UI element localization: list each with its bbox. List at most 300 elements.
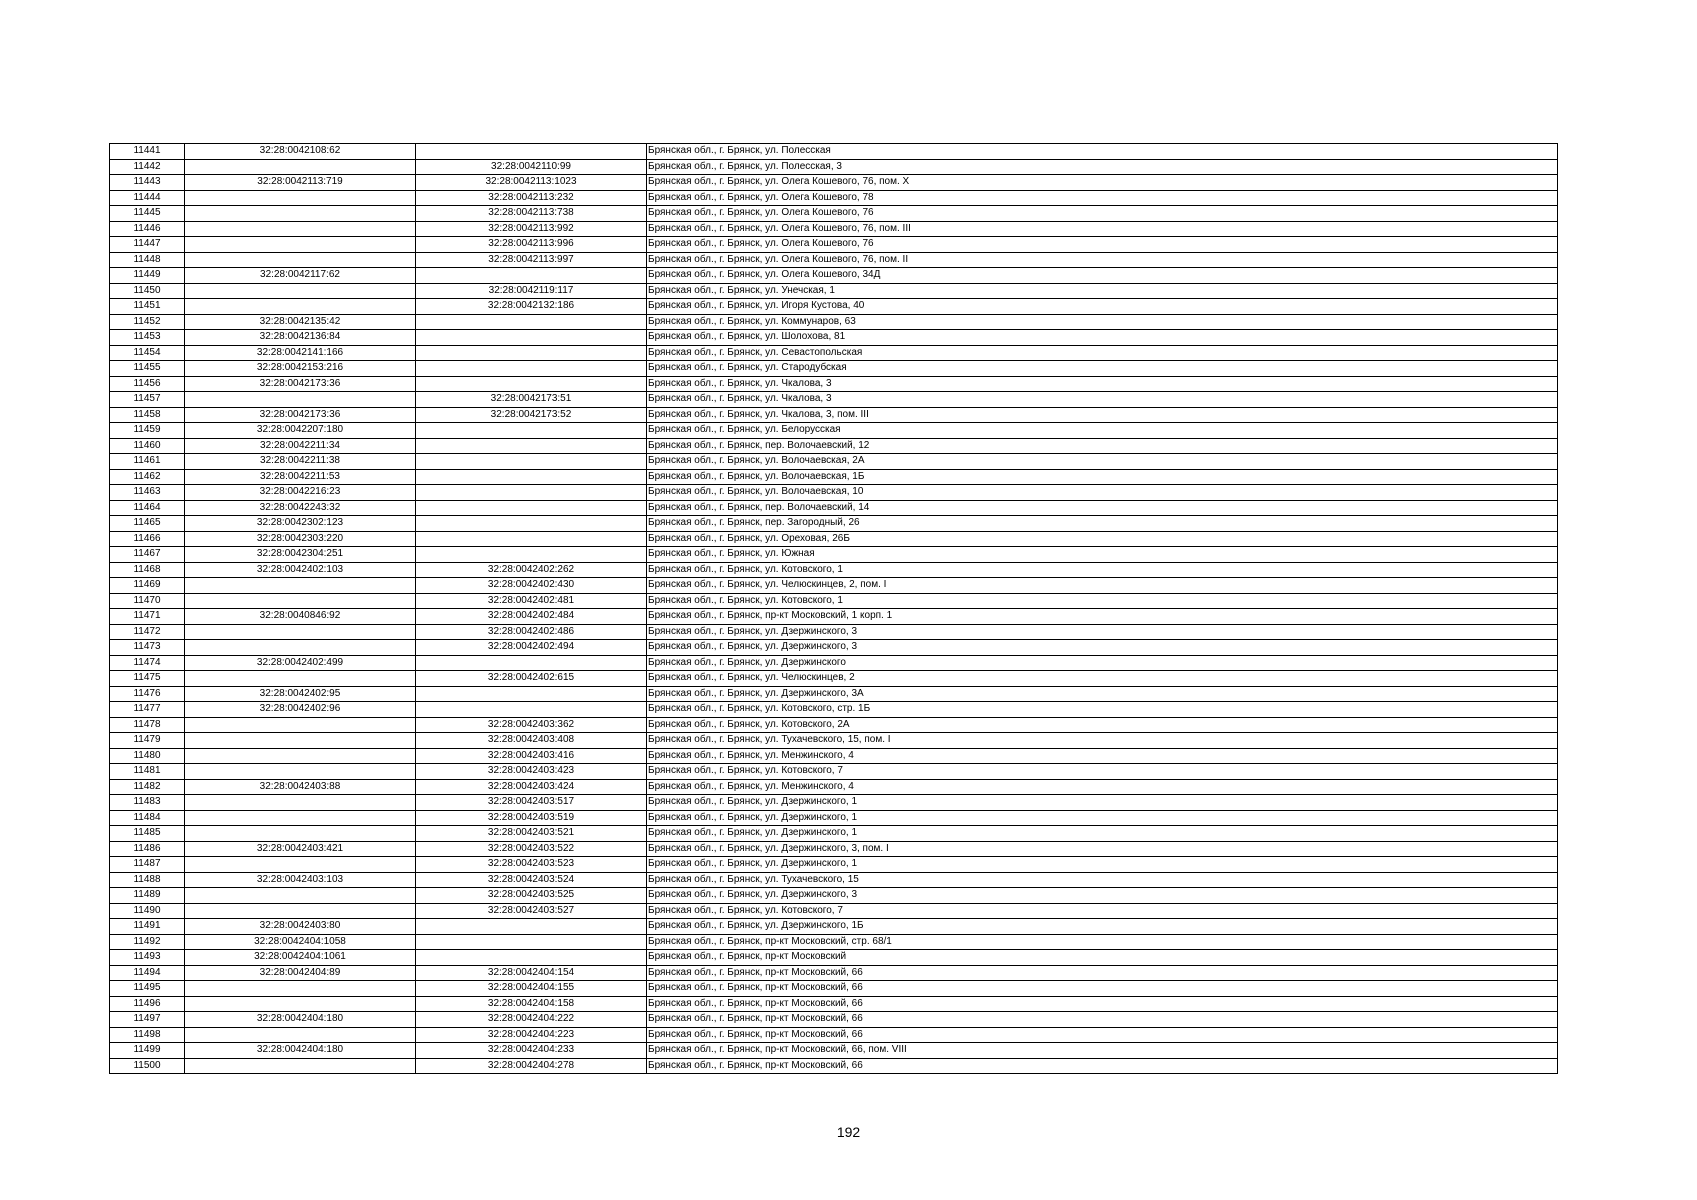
table-row	[110, 1012, 1558, 1028]
building-number-cell: 32:28:0042404:155	[416, 981, 647, 997]
row-number-cell: 11482	[110, 779, 185, 795]
parcel-number-cell: 32:28:0042404:89	[185, 965, 416, 981]
row-number-cell: 11500	[110, 1058, 185, 1074]
parcel-number-cell: 32:28:0042173:36	[185, 376, 416, 392]
parcel-number-cell	[185, 624, 416, 640]
table-row	[110, 159, 1558, 175]
parcel-number-cell: 32:28:0042402:103	[185, 562, 416, 578]
building-number-cell: 32:28:0042403:416	[416, 748, 647, 764]
row-number-cell: 11492	[110, 934, 185, 950]
table-row	[110, 485, 1558, 501]
parcel-number-cell	[185, 252, 416, 268]
table-row	[110, 919, 1558, 935]
building-number-cell	[416, 268, 647, 284]
row-number-cell: 11475	[110, 671, 185, 687]
row-number-cell: 11464	[110, 500, 185, 516]
parcel-number-cell: 32:28:0042403:80	[185, 919, 416, 935]
address-cell: Брянская обл., г. Брянск, пр-кт Московский, 66	[647, 1058, 1558, 1074]
parcel-number-cell: 32:28:0042404:1061	[185, 950, 416, 966]
parcel-number-cell	[185, 888, 416, 904]
parcel-number-cell	[185, 795, 416, 811]
address-cell: Брянская обл., г. Брянск, пр-кт Московский, 66	[647, 996, 1558, 1012]
row-number-cell: 11495	[110, 981, 185, 997]
parcel-number-cell	[185, 283, 416, 299]
address-cell: Брянская обл., г. Брянск, ул. Челюскинцев, 2	[647, 671, 1558, 687]
row-number-cell: 11494	[110, 965, 185, 981]
table-row	[110, 283, 1558, 299]
building-number-cell: 32:28:0042403:424	[416, 779, 647, 795]
address-cell: Брянская обл., г. Брянск, ул. Стародубская	[647, 361, 1558, 377]
row-number-cell: 11499	[110, 1043, 185, 1059]
building-number-cell	[416, 531, 647, 547]
parcel-number-cell: 32:28:0042404:180	[185, 1043, 416, 1059]
row-number-cell: 11488	[110, 872, 185, 888]
table-row	[110, 407, 1558, 423]
row-number-cell: 11458	[110, 407, 185, 423]
row-number-cell: 11479	[110, 733, 185, 749]
address-cell: Брянская обл., г. Брянск, ул. Дзержинского, 1Б	[647, 919, 1558, 935]
address-cell: Брянская обл., г. Брянск, пр-кт Московский, стр. 68/1	[647, 934, 1558, 950]
parcel-number-cell	[185, 717, 416, 733]
parcel-number-cell: 32:28:0042402:499	[185, 655, 416, 671]
building-number-cell	[416, 314, 647, 330]
building-number-cell: 32:28:0042403:519	[416, 810, 647, 826]
table-row	[110, 376, 1558, 392]
row-number-cell: 11459	[110, 423, 185, 439]
row-number-cell: 11460	[110, 438, 185, 454]
parcel-number-cell: 32:28:0042404:1058	[185, 934, 416, 950]
address-cell: Брянская обл., г. Брянск, ул. Чкалова, 3	[647, 376, 1558, 392]
table-row	[110, 438, 1558, 454]
address-cell: Брянская обл., г. Брянск, ул. Чкалова, 3	[647, 392, 1558, 408]
building-number-cell: 32:28:0042110:99	[416, 159, 647, 175]
building-number-cell: 32:28:0042402:494	[416, 640, 647, 656]
address-cell: Брянская обл., г. Брянск, ул. Тухачевского, 15	[647, 872, 1558, 888]
building-number-cell	[416, 376, 647, 392]
parcel-number-cell	[185, 593, 416, 609]
table-row	[110, 872, 1558, 888]
table-row	[110, 361, 1558, 377]
row-number-cell: 11491	[110, 919, 185, 935]
table-row	[110, 1043, 1558, 1059]
parcel-number-cell	[185, 640, 416, 656]
building-number-cell: 32:28:0042113:996	[416, 237, 647, 253]
parcel-number-cell: 32:28:0042211:34	[185, 438, 416, 454]
row-number-cell: 11477	[110, 702, 185, 718]
building-number-cell: 32:28:0042119:117	[416, 283, 647, 299]
table-row	[110, 996, 1558, 1012]
building-number-cell: 32:28:0042402:615	[416, 671, 647, 687]
parcel-number-cell	[185, 159, 416, 175]
address-cell: Брянская обл., г. Брянск, ул. Дзержинского, 1	[647, 826, 1558, 842]
address-cell: Брянская обл., г. Брянск, ул. Дзержинского, 3	[647, 624, 1558, 640]
building-number-cell: 32:28:0042402:481	[416, 593, 647, 609]
address-cell: Брянская обл., г. Брянск, ул. Котовского, 1	[647, 562, 1558, 578]
address-cell: Брянская обл., г. Брянск, ул. Дзержинского, 1	[647, 857, 1558, 873]
address-cell: Брянская обл., г. Брянск, ул. Дзержинского	[647, 655, 1558, 671]
building-number-cell: 32:28:0042403:525	[416, 888, 647, 904]
building-number-cell	[416, 454, 647, 470]
row-number-cell: 11476	[110, 686, 185, 702]
row-number-cell: 11448	[110, 252, 185, 268]
row-number-cell: 11457	[110, 392, 185, 408]
building-number-cell: 32:28:0042404:278	[416, 1058, 647, 1074]
parcel-number-cell: 32:28:0042211:53	[185, 469, 416, 485]
table-row	[110, 733, 1558, 749]
building-number-cell: 32:28:0042404:154	[416, 965, 647, 981]
address-cell: Брянская обл., г. Брянск, ул. Чкалова, 3, пом. III	[647, 407, 1558, 423]
building-number-cell	[416, 423, 647, 439]
address-cell: Брянская обл., г. Брянск, пр-кт Московский, 1 корп. 1	[647, 609, 1558, 625]
address-cell: Брянская обл., г. Брянск, ул. Игоря Кустова, 40	[647, 299, 1558, 315]
row-number-cell: 11485	[110, 826, 185, 842]
parcel-number-cell	[185, 826, 416, 842]
address-cell: Брянская обл., г. Брянск, ул. Севастопольская	[647, 345, 1558, 361]
page-number: 192	[836, 1124, 861, 1140]
address-cell: Брянская обл., г. Брянск, пр-кт Московский, 66, пом. VIII	[647, 1043, 1558, 1059]
parcel-number-cell	[185, 221, 416, 237]
parcel-number-cell: 32:28:0042211:38	[185, 454, 416, 470]
address-cell: Брянская обл., г. Брянск, ул. Полесская, 3	[647, 159, 1558, 175]
table-row	[110, 950, 1558, 966]
parcel-number-cell	[185, 190, 416, 206]
parcel-number-cell	[185, 748, 416, 764]
address-cell: Брянская обл., г. Брянск, ул. Волочаевская, 2А	[647, 454, 1558, 470]
parcel-number-cell	[185, 903, 416, 919]
building-number-cell	[416, 500, 647, 516]
row-number-cell: 11462	[110, 469, 185, 485]
parcel-number-cell	[185, 764, 416, 780]
building-number-cell: 32:28:0042113:738	[416, 206, 647, 222]
parcel-number-cell: 32:28:0042404:180	[185, 1012, 416, 1028]
building-number-cell: 32:28:0042113:992	[416, 221, 647, 237]
row-number-cell: 11481	[110, 764, 185, 780]
address-cell: Брянская обл., г. Брянск, ул. Дзержинского, 3	[647, 888, 1558, 904]
table-row	[110, 500, 1558, 516]
table-row	[110, 748, 1558, 764]
address-cell: Брянская обл., г. Брянск, ул. Дзержинского, 1	[647, 795, 1558, 811]
address-cell: Брянская обл., г. Брянск, ул. Челюскинцев, 2, пом. I	[647, 578, 1558, 594]
address-cell: Брянская обл., г. Брянск, ул. Котовского, 7	[647, 764, 1558, 780]
row-number-cell: 11441	[110, 144, 185, 160]
building-number-cell	[416, 330, 647, 346]
row-number-cell: 11496	[110, 996, 185, 1012]
building-number-cell: 32:28:0042132:186	[416, 299, 647, 315]
building-number-cell: 32:28:0042403:523	[416, 857, 647, 873]
row-number-cell: 11493	[110, 950, 185, 966]
row-number-cell: 11456	[110, 376, 185, 392]
address-cell: Брянская обл., г. Брянск, ул. Дзержинского, 1	[647, 810, 1558, 826]
table-row	[110, 640, 1558, 656]
building-number-cell	[416, 485, 647, 501]
building-number-cell: 32:28:0042402:486	[416, 624, 647, 640]
building-number-cell	[416, 919, 647, 935]
table-row	[110, 547, 1558, 563]
address-cell: Брянская обл., г. Брянск, ул. Менжинского, 4	[647, 779, 1558, 795]
table-row	[110, 903, 1558, 919]
building-number-cell: 32:28:0042402:262	[416, 562, 647, 578]
row-number-cell: 11467	[110, 547, 185, 563]
row-number-cell: 11451	[110, 299, 185, 315]
address-cell: Брянская обл., г. Брянск, ул. Белорусская	[647, 423, 1558, 439]
table-row	[110, 221, 1558, 237]
address-cell: Брянская обл., г. Брянск, ул. Котовского, стр. 1Б	[647, 702, 1558, 718]
building-number-cell: 32:28:0042173:51	[416, 392, 647, 408]
address-cell: Брянская обл., г. Брянск, пер. Волочаевский, 12	[647, 438, 1558, 454]
row-number-cell: 11455	[110, 361, 185, 377]
table-row	[110, 206, 1558, 222]
building-number-cell: 32:28:0042402:430	[416, 578, 647, 594]
address-cell: Брянская обл., г. Брянск, ул. Олега Кошевого, 78	[647, 190, 1558, 206]
table-row	[110, 764, 1558, 780]
parcel-number-cell	[185, 671, 416, 687]
building-number-cell: 32:28:0042402:484	[416, 609, 647, 625]
row-number-cell: 11461	[110, 454, 185, 470]
parcel-number-cell: 32:28:0042302:123	[185, 516, 416, 532]
table-row	[110, 345, 1558, 361]
building-number-cell	[416, 438, 647, 454]
address-cell: Брянская обл., г. Брянск, пер. Загородный, 26	[647, 516, 1558, 532]
building-number-cell: 32:28:0042403:362	[416, 717, 647, 733]
row-number-cell: 11487	[110, 857, 185, 873]
parcel-number-cell: 32:28:0042113:719	[185, 175, 416, 191]
address-cell: Брянская обл., г. Брянск, ул. Коммунаров, 63	[647, 314, 1558, 330]
table-row	[110, 454, 1558, 470]
building-number-cell	[416, 702, 647, 718]
table-row	[110, 469, 1558, 485]
row-number-cell: 11472	[110, 624, 185, 640]
building-number-cell	[416, 361, 647, 377]
row-number-cell: 11453	[110, 330, 185, 346]
parcel-number-cell: 32:28:0040846:92	[185, 609, 416, 625]
table-row	[110, 965, 1558, 981]
parcel-number-cell: 32:28:0042207:180	[185, 423, 416, 439]
table-row	[110, 655, 1558, 671]
address-cell: Брянская обл., г. Брянск, пр-кт Московский, 66	[647, 1012, 1558, 1028]
row-number-cell: 11446	[110, 221, 185, 237]
row-number-cell: 11443	[110, 175, 185, 191]
address-cell: Брянская обл., г. Брянск, ул. Олега Кошевого, 76	[647, 206, 1558, 222]
address-cell: Брянская обл., г. Брянск, пер. Волочаевский, 14	[647, 500, 1558, 516]
parcel-number-cell	[185, 578, 416, 594]
address-cell: Брянская обл., г. Брянск, ул. Дзержинского, 3, пом. I	[647, 841, 1558, 857]
row-number-cell: 11447	[110, 237, 185, 253]
parcel-number-cell: 32:28:0042117:62	[185, 268, 416, 284]
table-row	[110, 841, 1558, 857]
table-row	[110, 423, 1558, 439]
parcel-number-cell: 32:28:0042243:32	[185, 500, 416, 516]
building-number-cell: 32:28:0042403:423	[416, 764, 647, 780]
parcel-number-cell: 32:28:0042108:62	[185, 144, 416, 160]
table-row	[110, 330, 1558, 346]
parcel-number-cell	[185, 206, 416, 222]
address-cell: Брянская обл., г. Брянск, ул. Шолохова, 81	[647, 330, 1558, 346]
parcel-number-cell: 32:28:0042403:103	[185, 872, 416, 888]
table-row	[110, 779, 1558, 795]
parcel-number-cell	[185, 733, 416, 749]
building-number-cell: 32:28:0042404:233	[416, 1043, 647, 1059]
row-number-cell: 11444	[110, 190, 185, 206]
parcel-number-cell	[185, 996, 416, 1012]
parcel-number-cell	[185, 981, 416, 997]
table-row	[110, 516, 1558, 532]
address-cell: Брянская обл., г. Брянск, ул. Унечская, 1	[647, 283, 1558, 299]
parcel-number-cell	[185, 299, 416, 315]
row-number-cell: 11471	[110, 609, 185, 625]
address-cell: Брянская обл., г. Брянск, ул. Котовского, 2А	[647, 717, 1558, 733]
parcel-number-cell: 32:28:0042153:216	[185, 361, 416, 377]
parcel-number-cell: 32:28:0042402:96	[185, 702, 416, 718]
row-number-cell: 11449	[110, 268, 185, 284]
table-row	[110, 562, 1558, 578]
row-number-cell: 11478	[110, 717, 185, 733]
row-number-cell: 11469	[110, 578, 185, 594]
table-row	[110, 934, 1558, 950]
building-number-cell	[416, 934, 647, 950]
table-row	[110, 531, 1558, 547]
row-number-cell: 11473	[110, 640, 185, 656]
parcel-number-cell: 32:28:0042303:220	[185, 531, 416, 547]
parcel-number-cell: 32:28:0042135:42	[185, 314, 416, 330]
table-row	[110, 268, 1558, 284]
row-number-cell: 11442	[110, 159, 185, 175]
parcel-number-cell	[185, 1027, 416, 1043]
building-number-cell: 32:28:0042113:997	[416, 252, 647, 268]
table-row	[110, 717, 1558, 733]
row-number-cell: 11466	[110, 531, 185, 547]
building-number-cell	[416, 144, 647, 160]
parcel-number-cell	[185, 857, 416, 873]
row-number-cell: 11489	[110, 888, 185, 904]
parcel-number-cell: 32:28:0042403:88	[185, 779, 416, 795]
building-number-cell: 32:28:0042173:52	[416, 407, 647, 423]
table-row	[110, 702, 1558, 718]
building-number-cell: 32:28:0042403:408	[416, 733, 647, 749]
table-row	[110, 314, 1558, 330]
building-number-cell	[416, 950, 647, 966]
address-cell: Брянская обл., г. Брянск, ул. Волочаевская, 10	[647, 485, 1558, 501]
building-number-cell: 32:28:0042113:1023	[416, 175, 647, 191]
table-row	[110, 252, 1558, 268]
row-number-cell: 11470	[110, 593, 185, 609]
address-cell: Брянская обл., г. Брянск, пр-кт Московский, 66	[647, 1027, 1558, 1043]
building-number-cell: 32:28:0042404:222	[416, 1012, 647, 1028]
row-number-cell: 11450	[110, 283, 185, 299]
address-cell: Брянская обл., г. Брянск, ул. Менжинского, 4	[647, 748, 1558, 764]
table-row	[110, 888, 1558, 904]
parcel-number-cell: 32:28:0042304:251	[185, 547, 416, 563]
parcel-number-cell: 32:28:0042402:95	[185, 686, 416, 702]
building-number-cell	[416, 469, 647, 485]
row-number-cell: 11480	[110, 748, 185, 764]
table-body	[110, 144, 1558, 1074]
parcel-number-cell: 32:28:0042141:166	[185, 345, 416, 361]
parcel-number-cell: 32:28:0042403:421	[185, 841, 416, 857]
row-number-cell: 11484	[110, 810, 185, 826]
row-number-cell: 11468	[110, 562, 185, 578]
table-row	[110, 1027, 1558, 1043]
row-number-cell: 11452	[110, 314, 185, 330]
address-cell: Брянская обл., г. Брянск, ул. Котовского, 1	[647, 593, 1558, 609]
address-cell: Брянская обл., г. Брянск, ул. Олега Кошевого, 34Д	[647, 268, 1558, 284]
row-number-cell: 11445	[110, 206, 185, 222]
table-row	[110, 857, 1558, 873]
address-cell: Брянская обл., г. Брянск, ул. Дзержинского, 3	[647, 640, 1558, 656]
parcel-number-cell	[185, 810, 416, 826]
building-number-cell: 32:28:0042403:527	[416, 903, 647, 919]
address-cell: Брянская обл., г. Брянск, пр-кт Московский	[647, 950, 1558, 966]
table-row	[110, 392, 1558, 408]
table-row	[110, 624, 1558, 640]
building-number-cell: 32:28:0042403:517	[416, 795, 647, 811]
table-row	[110, 1058, 1558, 1074]
table-row	[110, 299, 1558, 315]
table-row	[110, 609, 1558, 625]
building-number-cell	[416, 516, 647, 532]
address-cell: Брянская обл., г. Брянск, ул. Ореховая, 26Б	[647, 531, 1558, 547]
table-row	[110, 810, 1558, 826]
address-cell: Брянская обл., г. Брянск, ул. Дзержинского, 3А	[647, 686, 1558, 702]
table-row	[110, 686, 1558, 702]
table-row	[110, 593, 1558, 609]
row-number-cell: 11474	[110, 655, 185, 671]
table-row	[110, 981, 1558, 997]
building-number-cell	[416, 686, 647, 702]
address-cell: Брянская обл., г. Брянск, ул. Южная	[647, 547, 1558, 563]
address-cell: Брянская обл., г. Брянск, ул. Полесская	[647, 144, 1558, 160]
building-number-cell: 32:28:0042113:232	[416, 190, 647, 206]
building-number-cell: 32:28:0042404:223	[416, 1027, 647, 1043]
cadastral-table	[109, 143, 1558, 1074]
address-cell: Брянская обл., г. Брянск, ул. Олега Кошевого, 76, пом. X	[647, 175, 1558, 191]
address-cell: Брянская обл., г. Брянск, пр-кт Московский, 66	[647, 981, 1558, 997]
row-number-cell: 11465	[110, 516, 185, 532]
address-cell: Брянская обл., г. Брянск, ул. Тухачевского, 15, пом. I	[647, 733, 1558, 749]
address-cell: Брянская обл., г. Брянск, пр-кт Московский, 66	[647, 965, 1558, 981]
building-number-cell	[416, 655, 647, 671]
table-row	[110, 190, 1558, 206]
row-number-cell: 11454	[110, 345, 185, 361]
parcel-number-cell	[185, 392, 416, 408]
table-row	[110, 237, 1558, 253]
row-number-cell: 11463	[110, 485, 185, 501]
building-number-cell: 32:28:0042403:522	[416, 841, 647, 857]
row-number-cell: 11486	[110, 841, 185, 857]
building-number-cell: 32:28:0042403:524	[416, 872, 647, 888]
building-number-cell	[416, 547, 647, 563]
table-row	[110, 795, 1558, 811]
parcel-number-cell: 32:28:0042173:36	[185, 407, 416, 423]
row-number-cell: 11483	[110, 795, 185, 811]
address-cell: Брянская обл., г. Брянск, ул. Волочаевская, 1Б	[647, 469, 1558, 485]
address-cell: Брянская обл., г. Брянск, ул. Котовского, 7	[647, 903, 1558, 919]
parcel-number-cell	[185, 1058, 416, 1074]
parcel-number-cell	[185, 237, 416, 253]
parcel-number-cell: 32:28:0042216:23	[185, 485, 416, 501]
table-row	[110, 826, 1558, 842]
building-number-cell: 32:28:0042403:521	[416, 826, 647, 842]
row-number-cell: 11498	[110, 1027, 185, 1043]
building-number-cell: 32:28:0042404:158	[416, 996, 647, 1012]
building-number-cell	[416, 345, 647, 361]
row-number-cell: 11490	[110, 903, 185, 919]
table-row	[110, 578, 1558, 594]
table-row	[110, 671, 1558, 687]
table-row	[110, 175, 1558, 191]
table-row	[110, 144, 1558, 160]
address-cell: Брянская обл., г. Брянск, ул. Олега Кошевого, 76, пом. III	[647, 221, 1558, 237]
address-cell: Брянская обл., г. Брянск, ул. Олега Кошевого, 76	[647, 237, 1558, 253]
